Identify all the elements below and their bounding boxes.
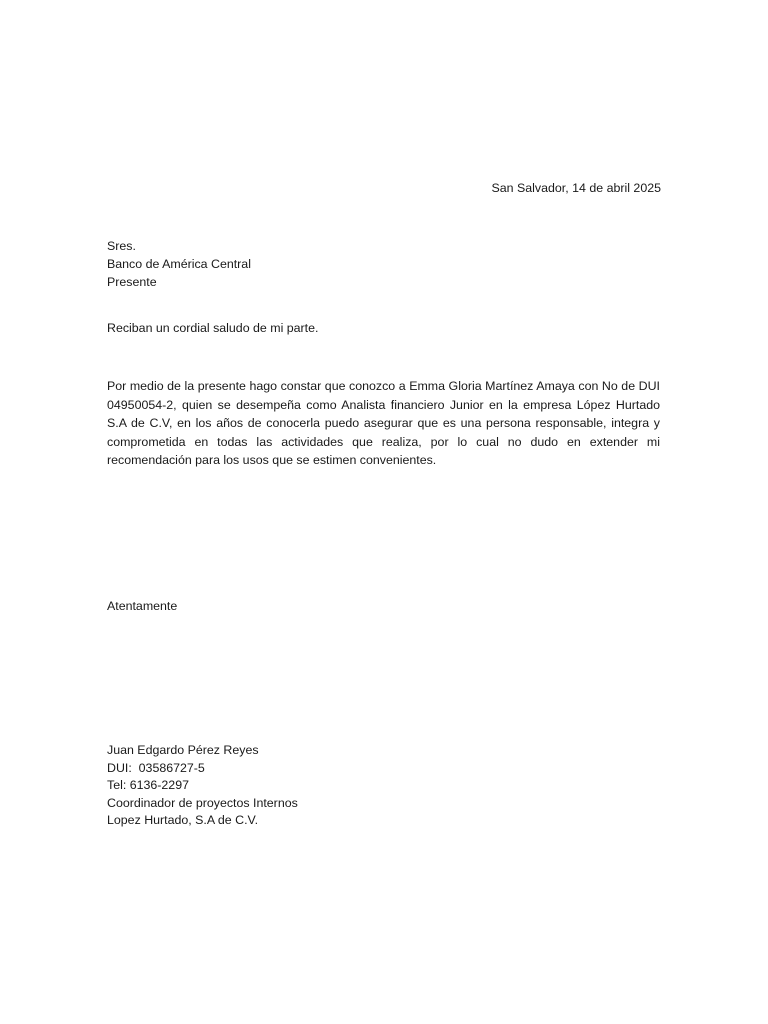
greeting-line: Reciban un cordial saludo de mi parte. — [107, 321, 319, 335]
signer-name: Juan Edgardo Pérez Reyes — [107, 743, 259, 757]
letter-body: Por medio de la presente hago constar que conozco a Emma Gloria Martínez Amaya con No de DUI 04950054-2, quien se desempeña como Analista financiero Junior en la empresa López Hurtado S.A de C.V, en los años de conocerla puedo asegurar que es una persona responsable, integra y comprometida en todas las actividades que realiza, por lo cual no dudo en extender mi recomendación para los usos que se estimen convenientes. — [107, 379, 660, 468]
recipient-bank-name: Banco de América Central — [107, 257, 251, 271]
signature-block — [107, 742, 298, 830]
signer-position: Coordinador de proyectos Internos — [107, 795, 298, 810]
signer-dui: DUI: 03586727-5 — [107, 760, 205, 775]
signer-phone: Tel: 6136-2297 — [107, 778, 189, 792]
closing-line: Atentamente — [107, 599, 178, 613]
recipient-block — [107, 237, 251, 291]
recipient-presente: Presente — [107, 275, 157, 289]
date-line: San Salvador, 14 de abril 2025 — [491, 181, 661, 195]
signer-company: Lopez Hurtado, S.A de C.V. — [107, 813, 259, 827]
recipient-salutation: Sres. — [107, 239, 136, 253]
